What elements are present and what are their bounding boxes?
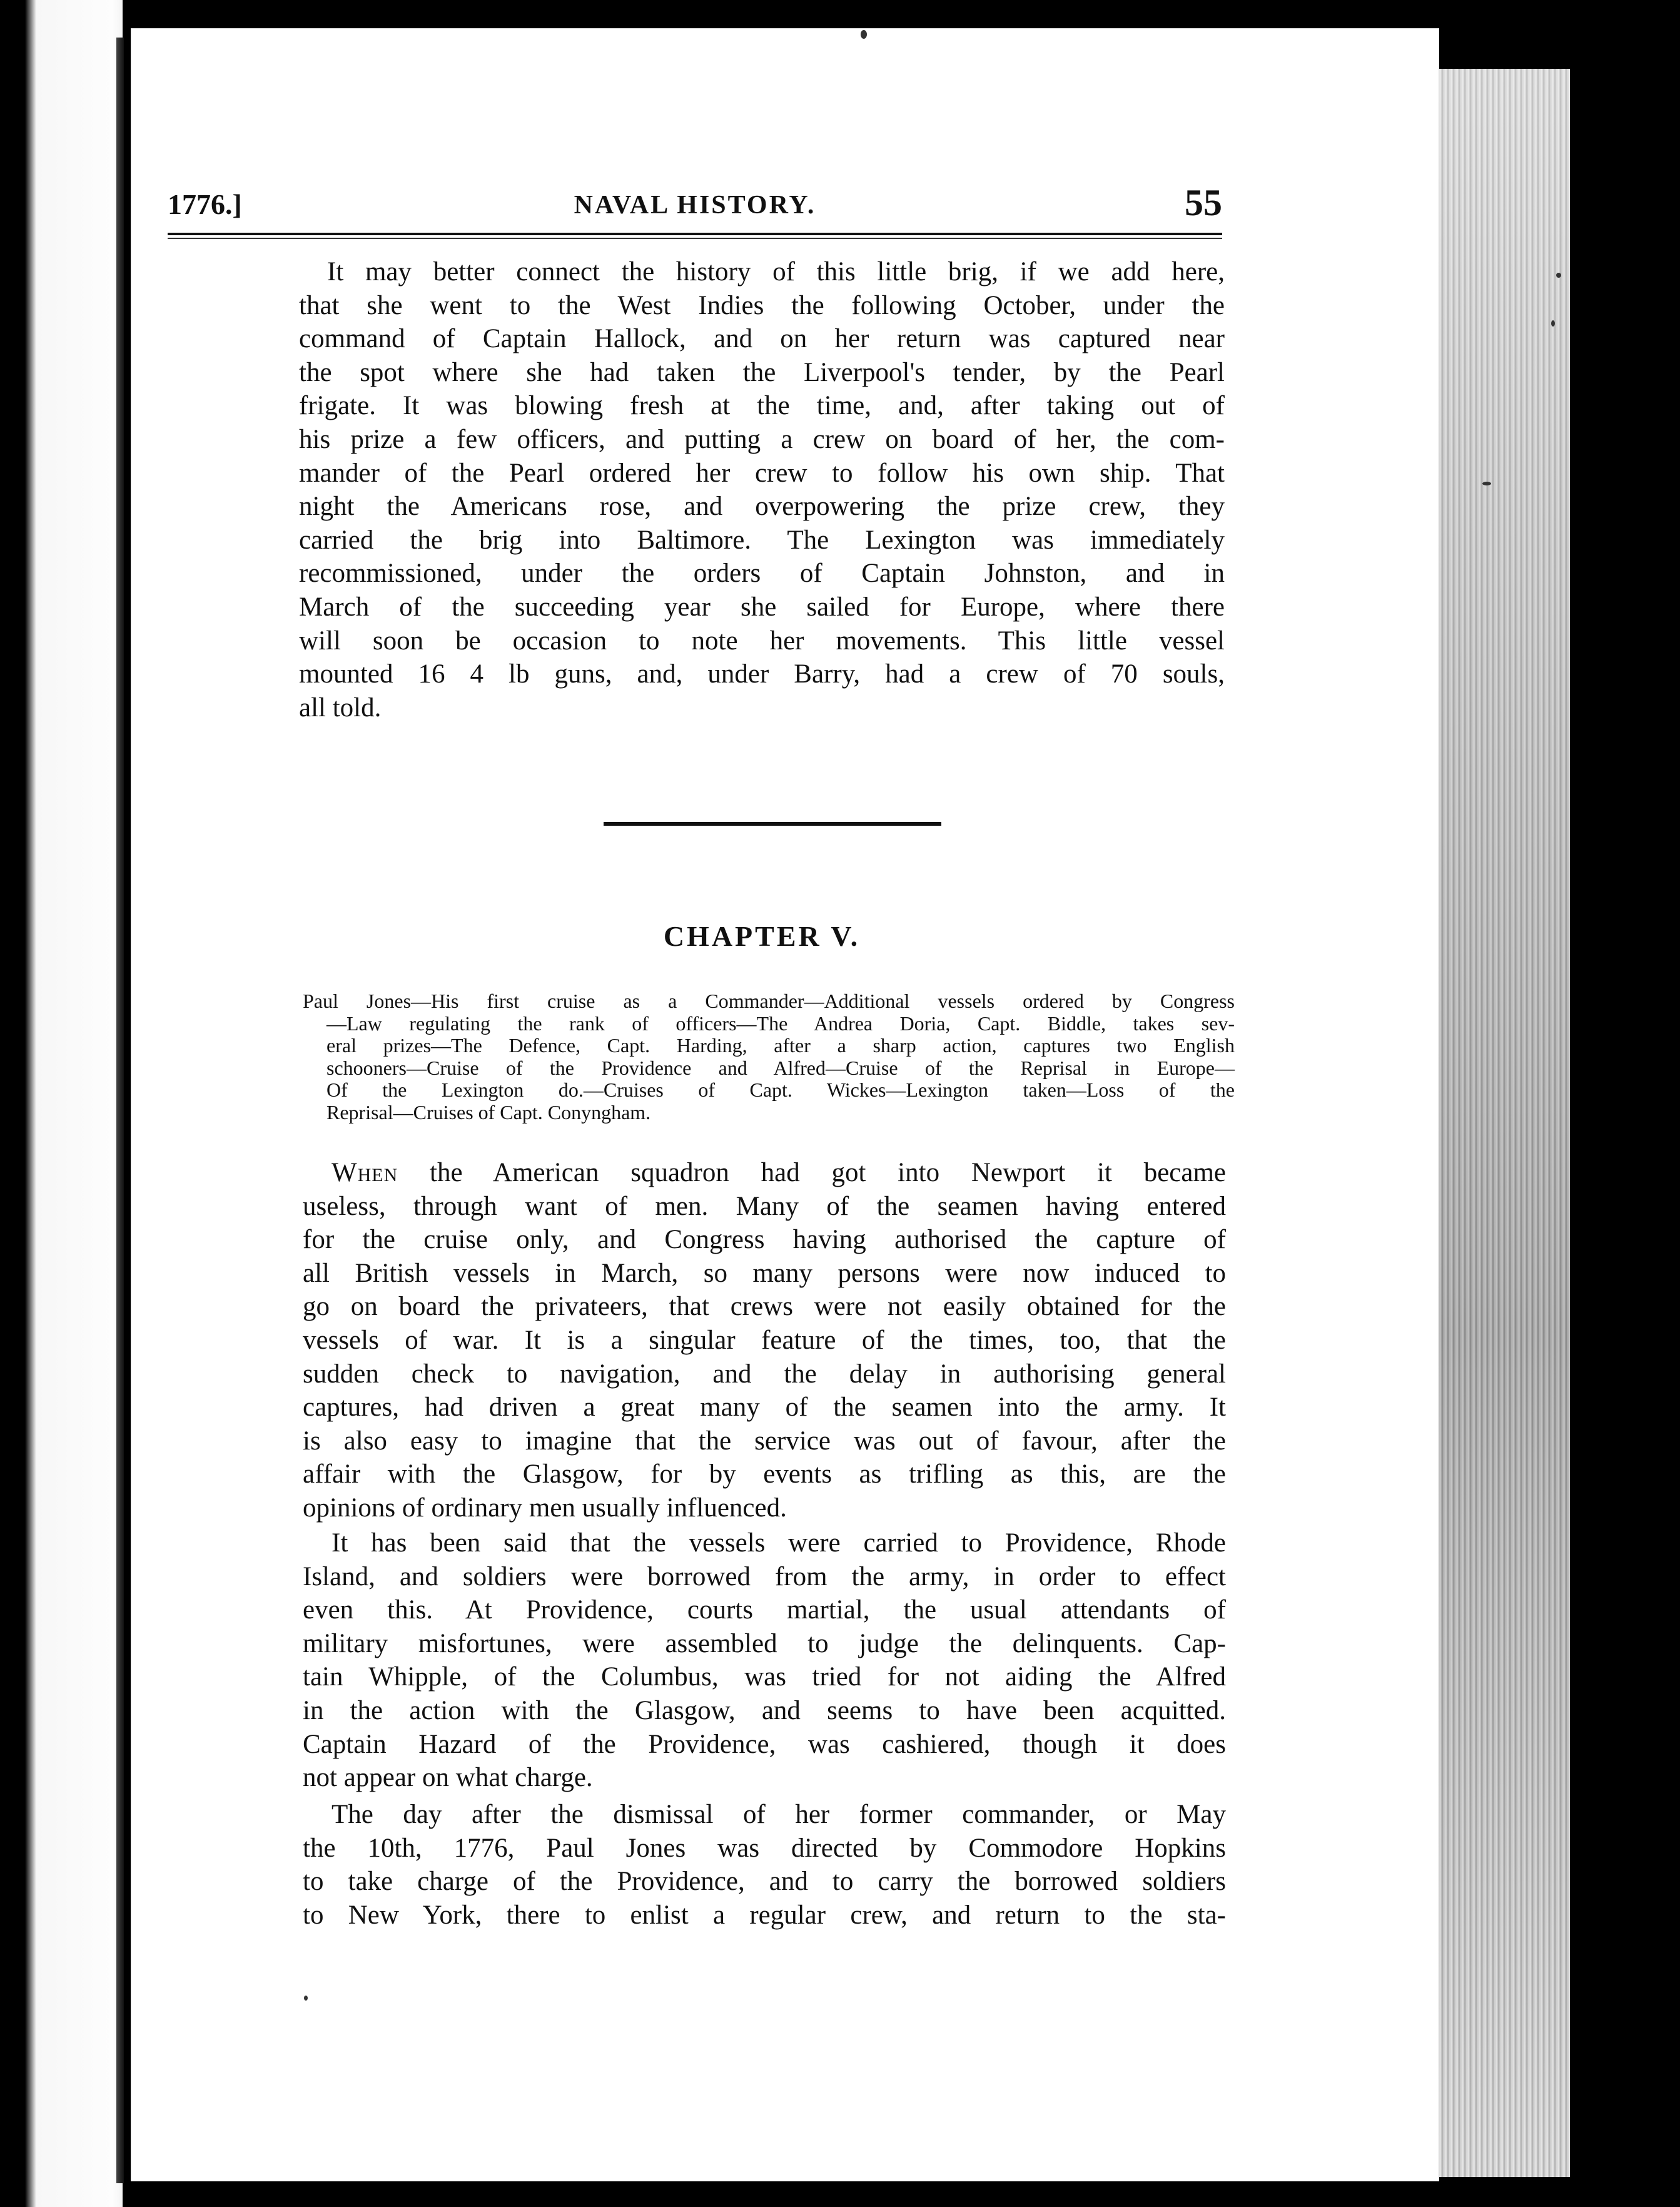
running-head — [168, 181, 1222, 238]
text-line: his prize a few officers, and putting a crew on board of her, the com- — [299, 424, 1225, 454]
text-line: military misfortunes, were assembled to judge the delinquents. Cap- — [303, 1628, 1226, 1658]
text-line: frigate. It was blowing fresh at the time, and, after taking out of — [299, 391, 1225, 421]
text-line: It has been said that the vessels were carried to Providence, Rhode — [331, 1528, 1226, 1558]
synopsis-line: schooners—Cruise of the Providence and Alfred—Cruise of the Reprisal in Europe— — [326, 1056, 1235, 1079]
synopsis-line: Of the Lexington do.—Cruises of Capt. Wickes—Lexington taken—Loss of the — [326, 1078, 1235, 1101]
text-line: Captain Hazard of the Providence, was cashiered, though it does — [303, 1729, 1226, 1759]
synopsis-line: —Law regulating the rank of officers—The Andrea Doria, Capt. Biddle, takes sev- — [326, 1012, 1235, 1035]
scan-speck — [861, 30, 867, 39]
opening-word: When — [331, 1158, 398, 1187]
text-line: night the Americans rose, and overpowering the prize crew, they — [299, 492, 1225, 522]
text-line: in the action with the Glasgow, and seems to have been acquitted. — [303, 1695, 1226, 1725]
text-line: useless, through want of men. Many of the seamen having entered — [303, 1191, 1226, 1221]
text-line: March of the succeeding year she sailed for Europe, where there — [299, 592, 1225, 622]
scan-speck — [1556, 273, 1561, 278]
text-line: to take charge of the Providence, and to carry the borrowed soldiers — [303, 1867, 1226, 1897]
text-line: the 10th, 1776, Paul Jones was directed by Commodore Hopkins — [303, 1833, 1226, 1863]
scan-speck — [1482, 482, 1491, 485]
header-rule — [168, 233, 1222, 235]
text-line: recommissioned, under the orders of Captain Johnston, and in — [299, 559, 1225, 589]
facing-page-edge — [0, 0, 123, 2207]
text-line: all told. — [299, 693, 382, 723]
text-line: all British vessels in March, so many persons were now induced to — [303, 1258, 1226, 1288]
running-head-year: 1776.] — [168, 188, 242, 220]
header-rule-thin — [168, 238, 1222, 239]
page-fore-edge — [1439, 69, 1570, 2177]
paragraph-4 — [303, 1798, 1226, 1932]
text-line: mounted 16 4 lb guns, and, under Barry, had a crew of 70 souls, — [299, 659, 1225, 689]
paragraph-3 — [303, 1526, 1226, 1795]
text-line: command of Captain Hallock, and on her return was captured near — [299, 324, 1225, 354]
text-line: will soon be occasion to note her movements. This little vessel — [299, 626, 1225, 656]
text-line: the spot where she had taken the Liverpool's tender, by the Pearl — [299, 357, 1225, 387]
chapter-title: CHAPTER V. — [663, 920, 861, 952]
text-line: captures, had driven a great many of the seamen into the army. It — [303, 1393, 1226, 1423]
text-line — [303, 1156, 1226, 1190]
text-line: not appear on what charge. — [303, 1763, 593, 1793]
continued-paragraph — [299, 255, 1225, 724]
text-line: sudden check to navigation, and the delay in authorising general — [303, 1359, 1226, 1389]
running-head-title: NAVAL HISTORY. — [574, 191, 816, 220]
page-number: 55 — [1185, 182, 1222, 223]
paragraph-2 — [303, 1156, 1226, 1525]
text-line: tain Whipple, of the Columbus, was tried for not aiding the Alfred — [303, 1662, 1226, 1692]
text-line: that she went to the West Indies the following October, under the — [299, 290, 1225, 320]
first-line-rest: the American squadron had got into Newport it became — [398, 1158, 1226, 1187]
synopsis-line: eral prizes—The Defence, Capt. Harding, after a sharp action, captures two English — [326, 1034, 1235, 1057]
text-line: vessels of war. It is a singular feature of the times, too, that the — [303, 1325, 1226, 1355]
text-line: for the cruise only, and Congress having authorised the capture of — [303, 1225, 1226, 1255]
chapter-synopsis — [303, 990, 1235, 1124]
synopsis-line: Paul Jones—His first cruise as a Commander—Additional vessels ordered by Congress — [303, 990, 1235, 1012]
scan-speck — [1551, 320, 1555, 327]
synopsis-line: Reprisal—Cruises of Capt. Conyngham. — [326, 1100, 651, 1124]
text-line: is also easy to imagine that the service was out of favour, after the — [303, 1426, 1226, 1456]
text-line: Island, and soldiers were borrowed from the army, in order to effect — [303, 1561, 1226, 1591]
text-line: It may better connect the history of this little brig, if we add here, — [327, 257, 1225, 287]
text-line: even this. At Providence, courts martial, the usual attendants of — [303, 1595, 1226, 1625]
text-line: carried the brig into Baltimore. The Lexington was immediately — [299, 525, 1225, 555]
text-line: opinions of ordinary men usually influenced. — [303, 1493, 787, 1523]
chapter-divider-rule — [604, 822, 941, 826]
text-line: to New York, there to enlist a regular crew, and return to the sta- — [303, 1900, 1226, 1930]
text-line: The day after the dismissal of her former commander, or May — [331, 1800, 1226, 1829]
text-line: mander of the Pearl ordered her crew to follow his own ship. That — [299, 458, 1225, 488]
text-line: affair with the Glasgow, for by events as trifling as this, are the — [303, 1459, 1226, 1489]
text-line: go on board the privateers, that crews were not easily obtained for the — [303, 1292, 1226, 1322]
scan-speck — [304, 1996, 308, 2001]
